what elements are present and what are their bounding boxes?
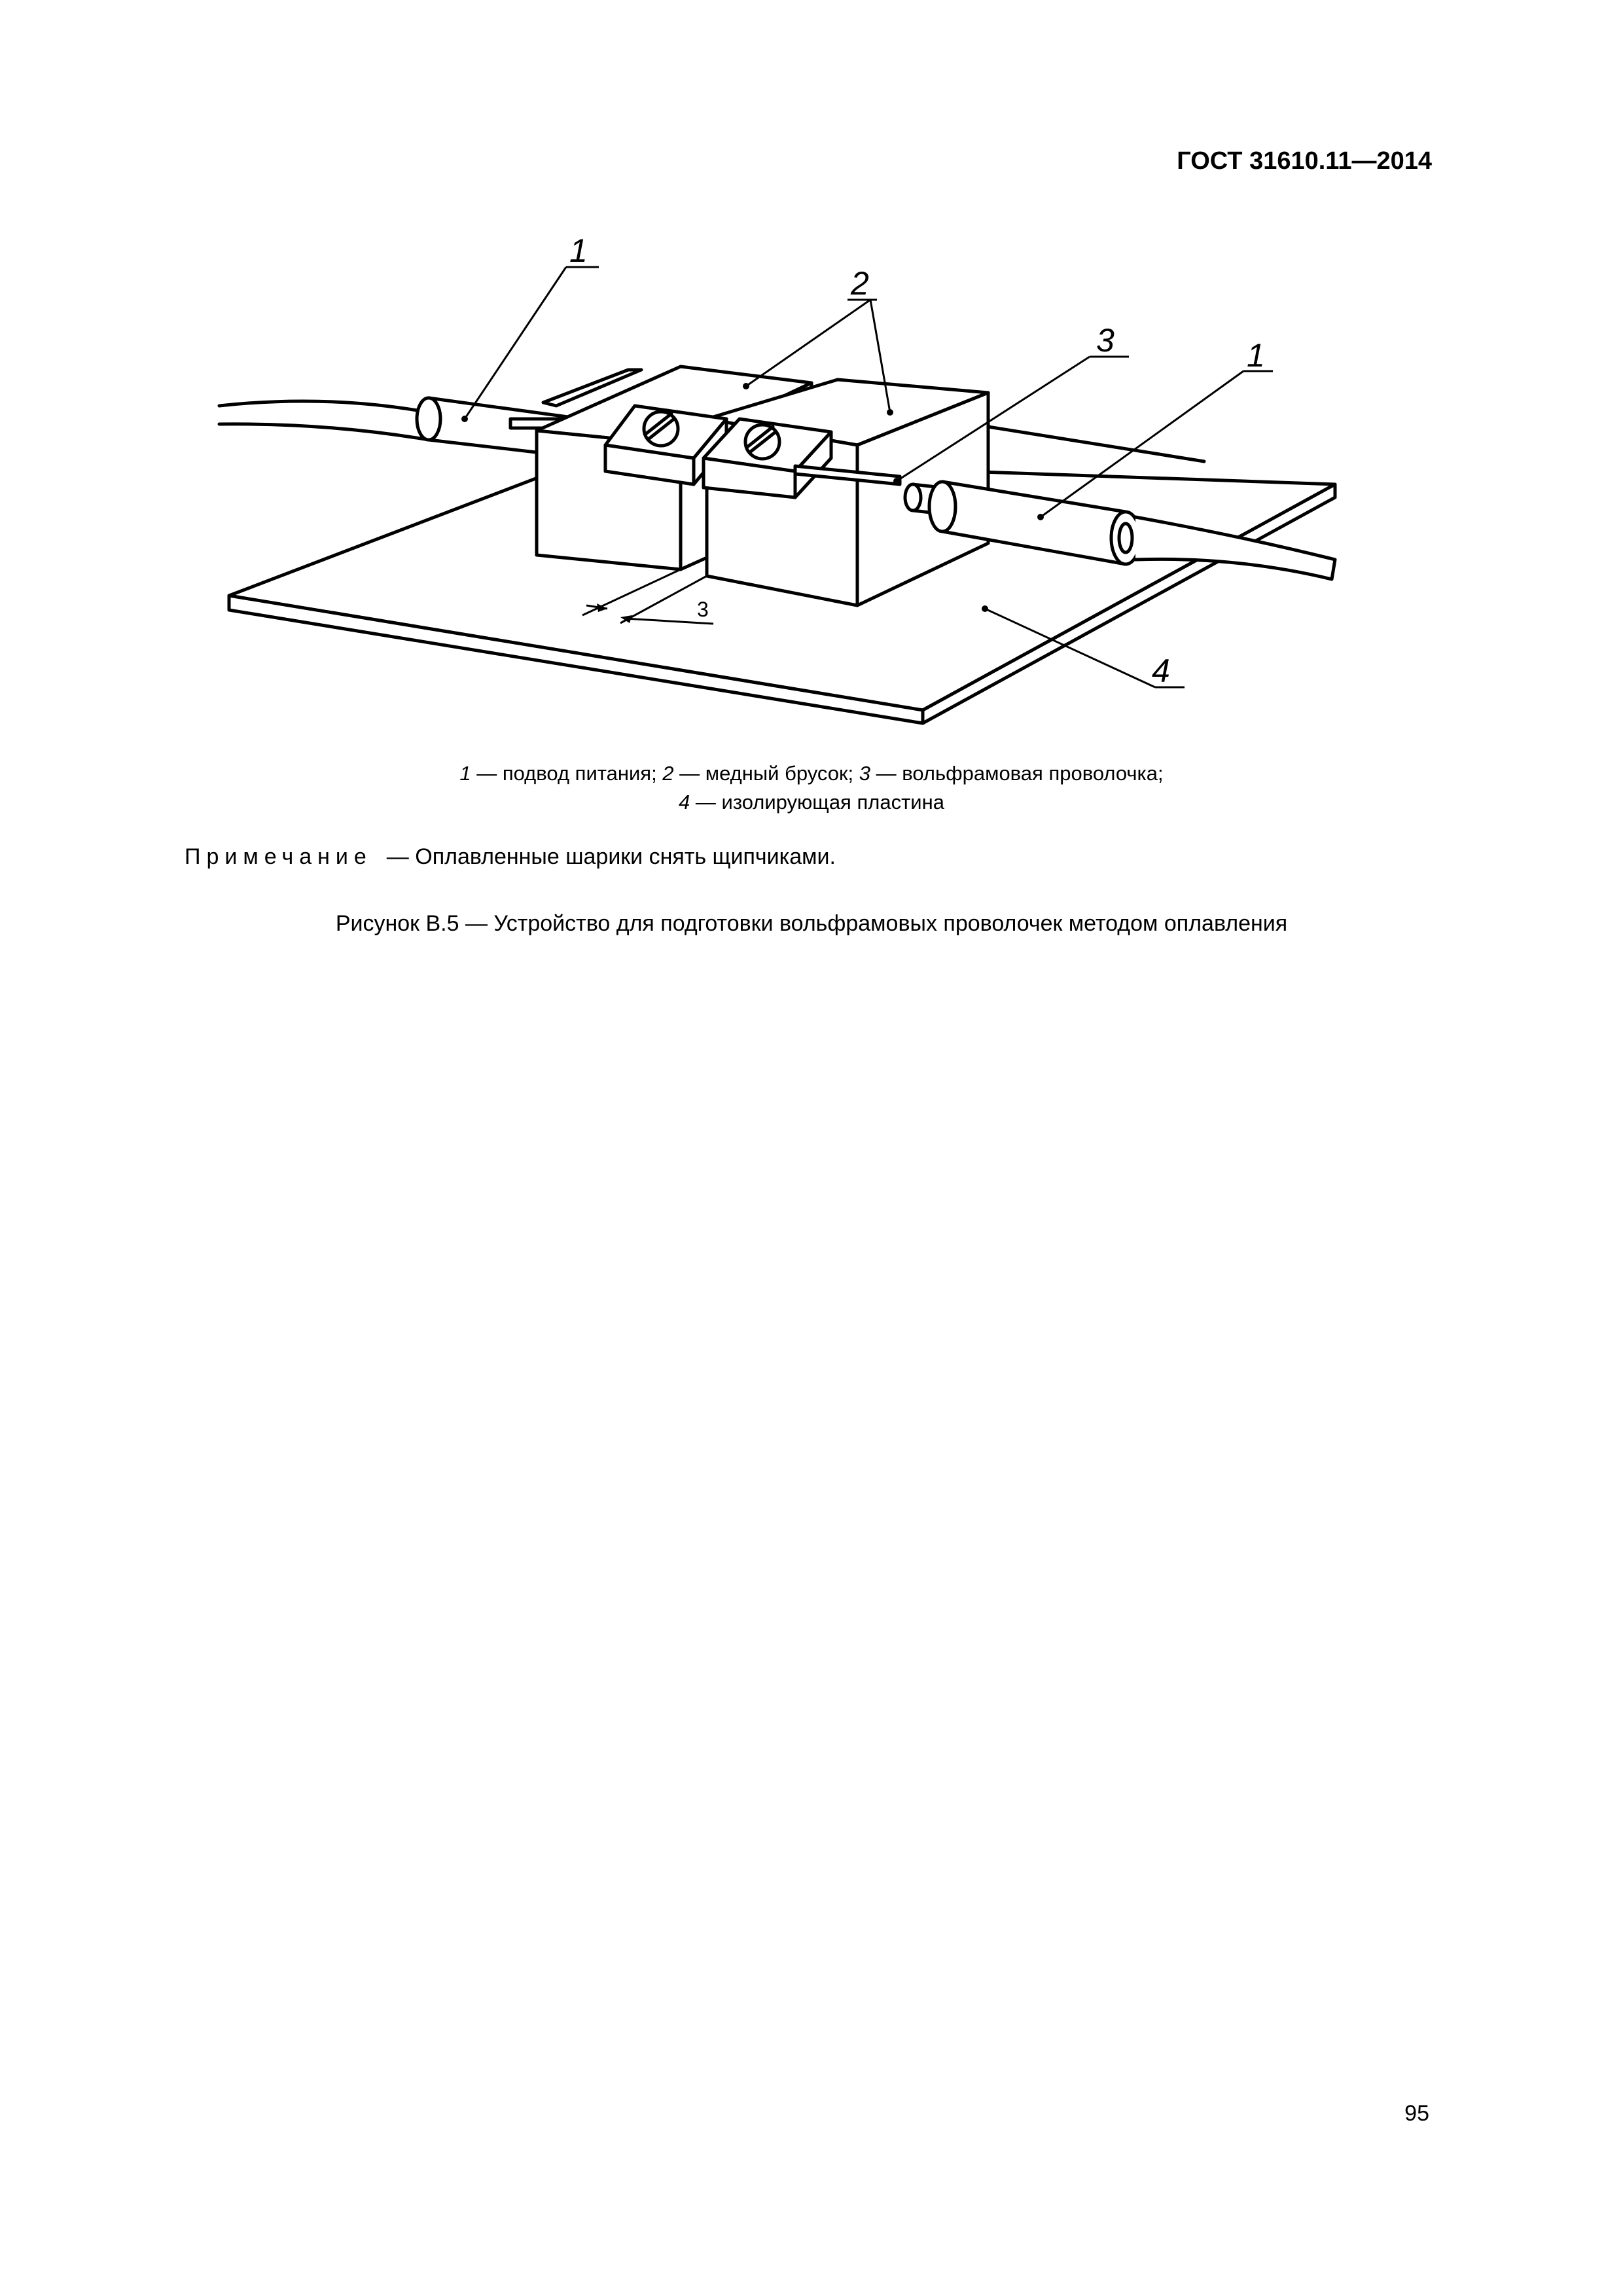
callout-1-right: 1 <box>1247 337 1265 374</box>
legend-num-2: 2 <box>662 762 674 785</box>
legend-text-3: — вольфрамовая проволочка; <box>870 762 1164 785</box>
document-header: ГОСТ 31610.11—2014 <box>1177 147 1432 175</box>
note-text: — Оплавленные шарики снять щипчиками. <box>386 844 836 869</box>
figure-legend-line-2 <box>0 788 1623 817</box>
callout-4: 4 <box>1152 653 1170 689</box>
note-label: Примечание <box>185 844 372 869</box>
callout-gap: 3 <box>697 598 709 621</box>
device-figure <box>196 223 1361 746</box>
legend-num-4: 4 <box>679 791 690 814</box>
callout-1-left: 1 <box>569 232 588 269</box>
device-drawing <box>196 223 1361 746</box>
callout-2: 2 <box>851 265 869 302</box>
figure-caption: Рисунок В.5 — Устройство для подготовки вольфрамовых проволочек методом оплавления <box>335 911 1288 936</box>
legend-text-1: — подвод питания; <box>471 762 663 785</box>
page-number: 95 <box>1404 2101 1429 2126</box>
note <box>185 844 836 870</box>
legend-num-3: 3 <box>859 762 870 785</box>
legend-text-4: — изолирующая пластина <box>690 791 944 814</box>
left-cable <box>219 401 429 440</box>
callout-3: 3 <box>1096 322 1115 359</box>
legend-text-2: — медный брусок; <box>673 762 859 785</box>
leader-1-left <box>465 267 566 419</box>
legend-num-1: 1 <box>459 762 471 785</box>
leader-2a <box>746 300 870 386</box>
figure-legend-line-1 <box>0 759 1623 788</box>
